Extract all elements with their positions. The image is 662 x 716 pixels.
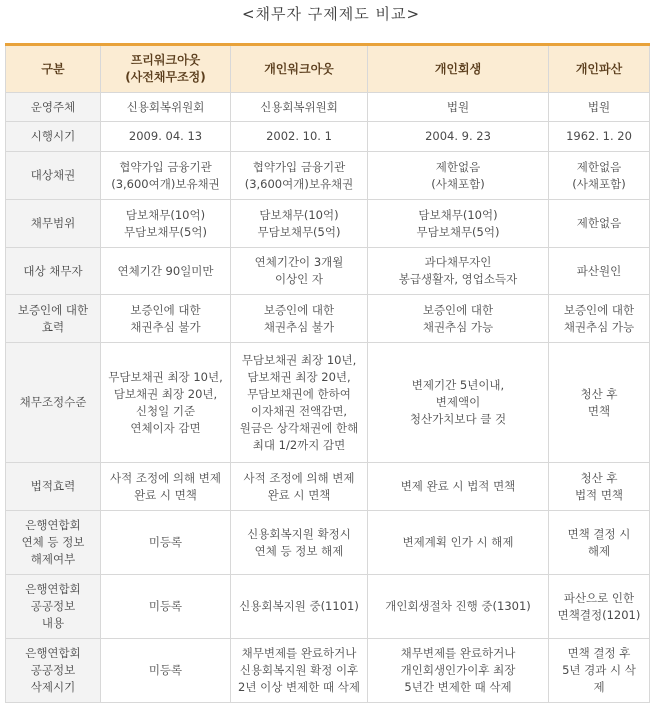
table-row (6, 248, 650, 295)
table-cell: 제한없음 (549, 200, 650, 248)
table-cell: 담보채무(10억) 무담보채무(5억) (368, 200, 549, 248)
table-row (6, 122, 650, 152)
table-row (6, 295, 650, 343)
table-cell: 무담보채권 최장 10년, 담보채권 최장 20년, 무담보채권에 한하여 이자채권 전액감면, 원금은 상각채권에 한해 최대 1/2까지 감면 (231, 343, 368, 463)
table-cell: 사적 조정에 의해 변제 완료 시 면책 (231, 463, 368, 511)
table-cell: 협약가입 금융기관 (3,600여개)보유채권 (231, 152, 368, 200)
table-row (6, 639, 650, 703)
table-cell: 제한없음 (사채포함) (549, 152, 650, 200)
table-cell: 신용회복위원회 (101, 93, 231, 122)
table-row (6, 200, 650, 248)
table-cell: 미등록 (101, 511, 231, 575)
table-cell: 담보채무(10억) 무담보채무(5억) (231, 200, 368, 248)
table-cell: 법원 (368, 93, 549, 122)
table-cell: 채무변제를 완료하거나 개인회생인가이후 최장 5년간 변제한 때 삭제 (368, 639, 549, 703)
table-cell: 변제계획 인가 시 해제 (368, 511, 549, 575)
row-label: 은행연합회 공공정보 내용 (6, 575, 101, 639)
table-cell: 연체기간이 3개월 이상인 자 (231, 248, 368, 295)
table-cell: 법원 (549, 93, 650, 122)
table-cell: 신용회복위원회 (231, 93, 368, 122)
comparison-table (5, 43, 650, 703)
table-cell: 신용회복지원 중(1101) (231, 575, 368, 639)
table-cell: 파산으로 인한 면책결정(1201) (549, 575, 650, 639)
row-label: 법적효력 (6, 463, 101, 511)
row-label: 은행연합회 공공정보 삭제시기 (6, 639, 101, 703)
table-cell: 협약가입 금융기관 (3,600여개)보유채권 (101, 152, 231, 200)
page-title: <채무자 구제제도 비교> (241, 5, 421, 23)
table-cell: 변제 완료 시 법적 면책 (368, 463, 549, 511)
row-label: 운영주체 (6, 93, 101, 122)
row-label: 시행시기 (6, 122, 101, 152)
table-cell: 면책 결정 후 5년 경과 시 삭 제 (549, 639, 650, 703)
table-cell: 신용회복지원 확정시 연체 등 정보 해제 (231, 511, 368, 575)
row-label: 채무범위 (6, 200, 101, 248)
table-cell: 사적 조정에 의해 변제 완료 시 면책 (101, 463, 231, 511)
table-cell: 제한없음 (사채포함) (368, 152, 549, 200)
table-row (6, 575, 650, 639)
table-cell: 무담보채권 최장 10년, 담보채권 최장 20년, 신청일 기준 연체이자 감면 (101, 343, 231, 463)
table-header-row (6, 45, 650, 93)
table-row (6, 93, 650, 122)
header-pre-workout: 프리워크아웃 (사전채무조정) (101, 45, 231, 93)
table-cell: 1962. 1. 20 (549, 122, 650, 152)
table-row (6, 343, 650, 463)
header-personal-workout: 개인워크아웃 (231, 45, 368, 93)
table-cell: 보증인에 대한 채권추심 불가 (101, 295, 231, 343)
table-row (6, 463, 650, 511)
table-cell: 연체기간 90일미만 (101, 248, 231, 295)
row-label: 은행연합회 연체 등 정보 해제여부 (6, 511, 101, 575)
table-cell: 2002. 10. 1 (231, 122, 368, 152)
row-label: 대상채권 (6, 152, 101, 200)
table-cell: 청산 후 면책 (549, 343, 650, 463)
table-cell: 미등록 (101, 575, 231, 639)
table-cell: 과다채무자인 봉급생활자, 영업소득자 (368, 248, 549, 295)
table-cell: 청산 후 법적 면책 (549, 463, 650, 511)
row-label: 대상 채무자 (6, 248, 101, 295)
table-cell: 보증인에 대한 채권추심 가능 (549, 295, 650, 343)
table-cell: 2004. 9. 23 (368, 122, 549, 152)
table-cell: 파산원인 (549, 248, 650, 295)
table-cell: 개인회생절차 진행 중(1301) (368, 575, 549, 639)
header-category: 구분 (6, 45, 101, 93)
table-cell: 면책 결정 시 해제 (549, 511, 650, 575)
row-label: 보증인에 대한 효력 (6, 295, 101, 343)
row-label: 채무조정수준 (6, 343, 101, 463)
table-cell: 담보채무(10억) 무담보채무(5억) (101, 200, 231, 248)
table-cell: 채무변제를 완료하거나 신용회복지원 확정 이후 2년 이상 변제한 때 삭제 (231, 639, 368, 703)
table-cell: 2009. 04. 13 (101, 122, 231, 152)
table-cell: 보증인에 대한 채권추심 가능 (368, 295, 549, 343)
header-personal-rehabilitation: 개인회생 (368, 45, 549, 93)
table-cell: 보증인에 대한 채권추심 불가 (231, 295, 368, 343)
table-cell: 미등록 (101, 639, 231, 703)
table-row (6, 511, 650, 575)
table-cell: 변제기간 5년이내, 변제액이 청산가치보다 클 것 (368, 343, 549, 463)
header-personal-bankruptcy: 개인파산 (549, 45, 650, 93)
table-row (6, 152, 650, 200)
